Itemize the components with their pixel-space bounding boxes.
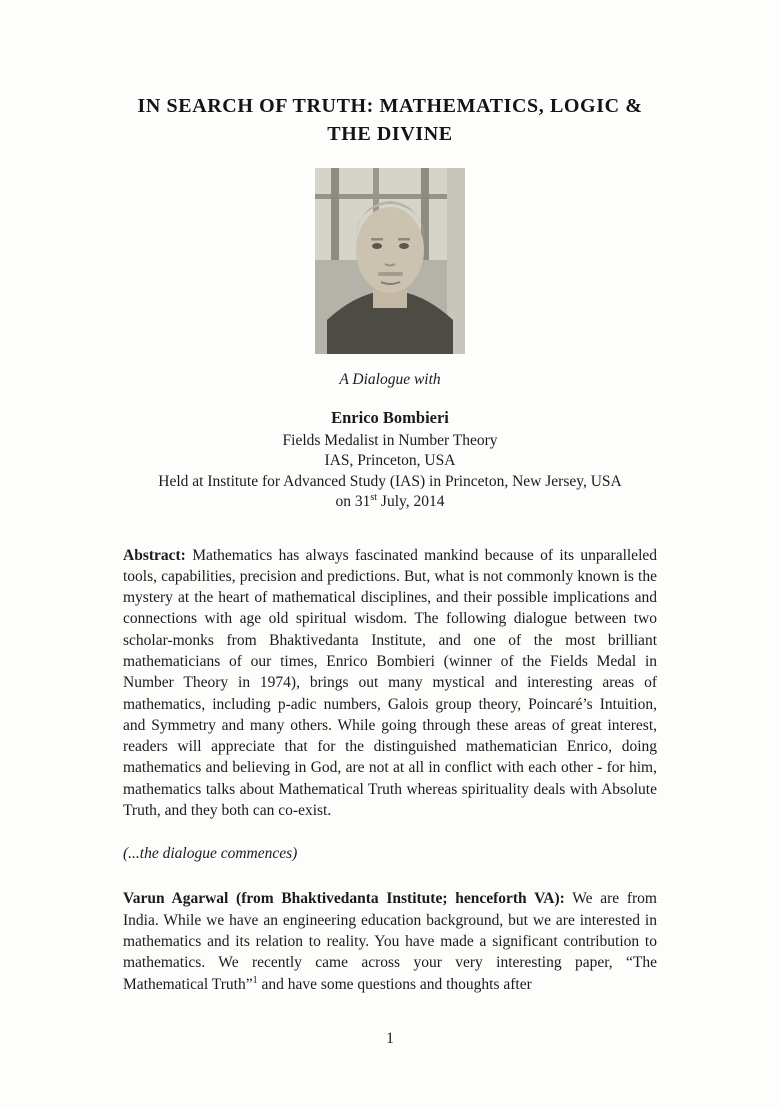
portrait-illustration	[315, 168, 465, 354]
dialogue-speaker-label: Varun Agarwal (from Bhaktivedanta Institute; henceforth VA):	[123, 890, 565, 908]
speaker-block	[123, 408, 657, 513]
speaker-affiliation: IAS, Princeton, USA	[324, 452, 456, 469]
bombieri-portrait-photo	[315, 168, 465, 354]
speaker-role: Fields Medalist in Number Theory	[282, 431, 498, 449]
event-location-line: Held at Institute for Advanced Study (IAS) in Princeton, New Jersey, USA	[158, 472, 622, 490]
dialogue-paragraph	[123, 888, 657, 994]
abstract-label: Abstract:	[123, 546, 186, 564]
title-line-1: IN SEARCH OF TRUTH: MATHEMATICS, LOGIC &	[137, 95, 643, 117]
event-date-line	[123, 492, 657, 513]
page-title	[123, 92, 657, 148]
footnote-reference: 1	[252, 974, 258, 986]
event-date-ordinal: st	[370, 491, 378, 503]
abstract-paragraph	[123, 545, 657, 822]
event-date-prefix: on 31	[335, 493, 371, 510]
photo-caption: A Dialogue with	[339, 371, 441, 388]
title-line-2: THE DIVINE	[327, 123, 453, 145]
dialogue-commences-line: (...the dialogue commences)	[123, 845, 298, 863]
dialogue-text-1: We are from India. While we have an engineering education background, but we are interested in mathematics and its relation to reality. You have made a significant contribution to mathematics. We recently came across your very interesting paper, “The Mathematical Truth”	[123, 890, 657, 993]
page-number: 1	[386, 1030, 394, 1047]
page-content	[123, 0, 657, 995]
event-date-suffix: July, 2014	[377, 493, 445, 510]
speaker-name: Enrico Bombieri	[331, 408, 449, 427]
dialogue-text-2: and have some questions and thoughts after	[257, 975, 532, 993]
abstract-text: Mathematics has always fascinated mankind because of its unparalleled tools, capabilities, precision and predictions. But, what is not commonly known is the mystery at the heart of mathematical disciplines, and their possible implications and connections with age old spiritual wisdom. The following dialogue between two scholar-monks from Bhaktivedanta Institute, and one of the most brilliant mathematicians of our times, Enrico Bombieri (winner of the Fields Medal in Number Theory in 1974), brings out many mystical and interesting areas of mathematics, including p-adic numbers, Galois group theory, Poincaré’s Intuition, and Symmetry and many others. While going through these areas of great interest, readers will appreciate that for the distinguished mathematician Enrico, doing mathematics and believing in God, are not at all in conflict with each other - for him, mathematics talks about Mathematical Truth whereas spirituality deals with Absolute Truth, and they both can co-exist.	[123, 546, 658, 820]
